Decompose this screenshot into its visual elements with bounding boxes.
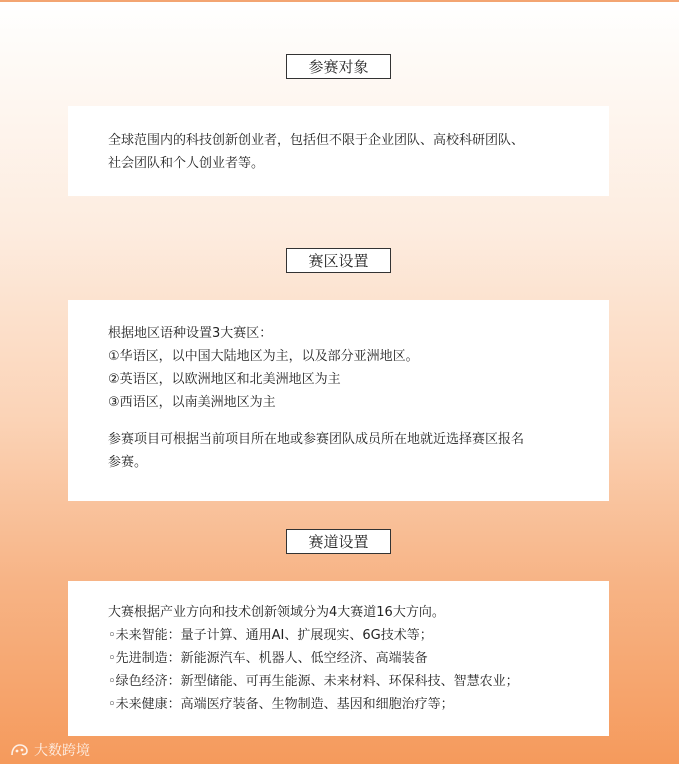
text-line: ①华语区，以中国大陆地区为主，以及部分亚洲地区。	[108, 349, 419, 364]
section-title-regions: 赛区设置	[286, 248, 391, 273]
text-line: ◦绿色经济：新型储能、可再生能源、未来材料、环保科技、智慧农业；	[108, 674, 519, 689]
text-line: 参赛。	[108, 455, 148, 470]
card-regions	[68, 300, 609, 501]
card-participants	[68, 106, 609, 196]
top-divider	[0, 0, 679, 2]
text-line: 参赛项目可根据当前项目所在地或参赛团队成员所在地就近选择赛区报名	[108, 432, 525, 447]
paragraph-gap	[108, 414, 579, 428]
text-line: ◦先进制造：新能源汽车、机器人、低空经济、高端装备	[108, 651, 428, 666]
text-line: 全球范围内的科技创新创业者，包括但不限于企业团队、高校科研团队、	[108, 133, 525, 148]
text-line: 社会团队和个人创业者等。	[108, 156, 265, 171]
text-line: ③西语区，以南美洲地区为主	[108, 395, 276, 410]
text-line: ②英语区，以欧洲地区和北美洲地区为主	[108, 372, 341, 387]
text-line: 大赛根据产业方向和技术创新领域分为4大赛道16大方向。	[108, 605, 445, 620]
text-line: 根据地区语种设置3大赛区：	[108, 326, 273, 341]
section-title-tracks: 赛道设置	[286, 529, 391, 554]
card-tracks	[68, 581, 609, 736]
watermark	[10, 740, 90, 760]
brand-logo-icon	[10, 742, 30, 758]
watermark-text: 大数跨境	[34, 743, 90, 759]
text-line: ◦未来健康：高端医疗装备、生物制造、基因和细胞治疗等；	[108, 697, 454, 712]
section-title-participants: 参赛对象	[286, 54, 391, 79]
text-line: ◦未来智能：量子计算、通用AI、扩展现实、6G技术等；	[108, 628, 433, 643]
